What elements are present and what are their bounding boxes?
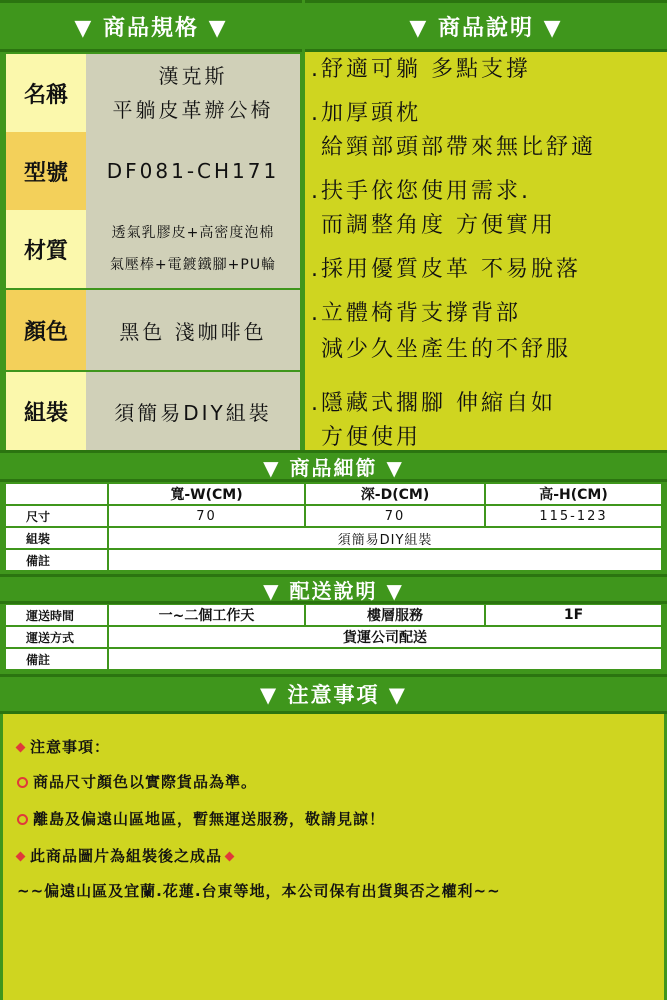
spec-model-text: DF081-CH171 (106, 159, 280, 183)
note-text: 商品尺寸顏色以實際貨品為準。 (33, 773, 258, 791)
detail-size-height: 115-123 (486, 506, 661, 526)
desc-line: .採用優質皮革 不易脫落 (311, 257, 581, 282)
detail-remark-value (109, 550, 661, 570)
detail-assembly-value: 須簡易DIY組裝 (109, 528, 661, 548)
diamond-icon (225, 852, 235, 862)
note-item (17, 771, 257, 792)
desc-line: 給頸部頭部帶來無比舒適 (321, 135, 597, 160)
diamond-icon (16, 852, 26, 862)
spec-model-value (86, 132, 300, 210)
desc-line: .隱藏式擱腳 伸縮自如 (311, 391, 556, 416)
shipping-floor-value: 1F (486, 605, 661, 625)
detail-header: ▼ 商品細節 ▼ (0, 450, 667, 482)
shipping-remark-value (109, 649, 661, 669)
shipping-time-label: 運送時間 (6, 605, 107, 625)
spec-color-value (86, 290, 300, 370)
spec-material-line1: 透氣乳膠皮+高密度泡棉 (111, 225, 275, 241)
diamond-icon (16, 743, 26, 753)
spec-name-line1: 漢克斯 (158, 64, 228, 88)
target-icon (17, 777, 28, 788)
note-text: 注意事項： (30, 738, 111, 756)
detail-assembly-label: 組裝 (6, 528, 107, 548)
desc-line: .加厚頭枕 (311, 101, 421, 126)
desc-line: .舒適可躺 多點支撐 (311, 57, 531, 82)
spec-color-label: 顏色 (6, 290, 86, 370)
description-block (305, 52, 667, 450)
desc-line: 方便使用 (321, 425, 422, 450)
desc-line: .立體椅背支撐背部 (311, 301, 521, 326)
spec-name-label: 名稱 (6, 54, 86, 132)
note-text: 離島及偏遠山區地區，暫無運送服務，敬請見諒！ (33, 810, 386, 828)
note-item (17, 736, 110, 757)
notes-header: ▼ 注意事項 ▼ (0, 674, 667, 714)
detail-size-depth: 70 (306, 506, 484, 526)
target-icon (17, 814, 28, 825)
spec-model-label: 型號 (6, 132, 86, 210)
detail-col-depth: 深-D(CM) (306, 484, 484, 504)
detail-col-width: 寬-W(CM) (109, 484, 304, 504)
shipping-method-value: 貨運公司配送 (109, 627, 661, 647)
shipping-method-label: 運送方式 (6, 627, 107, 647)
note-text: ~~偏遠山區及宜蘭.花蓮.台東等地，本公司保有出貨與否之權利~~ (17, 882, 501, 900)
notes-block (0, 714, 667, 1000)
note-item (17, 808, 385, 829)
shipping-floor-label: 樓層服務 (306, 605, 484, 625)
desc-line: 而調整角度 方便實用 (321, 213, 556, 238)
note-item (17, 845, 239, 866)
detail-col-height: 高-H(CM) (486, 484, 661, 504)
detail-corner-cell (6, 484, 107, 504)
spec-name-value (86, 54, 300, 132)
note-item (17, 880, 501, 901)
spec-assembly-text: 須簡易DIY組裝 (114, 400, 272, 425)
spec-assembly-label: 組裝 (6, 372, 86, 450)
spec-material-label: 材質 (6, 210, 86, 288)
description-header: ▼ 商品說明 ▼ (305, 0, 667, 52)
note-text: 此商品圖片為組裝後之成品 (30, 847, 223, 865)
shipping-remark-label: 備註 (6, 649, 107, 669)
spec-name-line2: 平躺皮革辦公椅 (112, 98, 274, 122)
spec-material-value (86, 210, 300, 288)
shipping-time-value: 一~二個工作天 (109, 605, 304, 625)
detail-size-label: 尺寸 (6, 506, 107, 526)
spec-color-text: 黑色 淺咖啡色 (119, 319, 267, 344)
desc-line: 減少久坐產生的不舒服 (321, 337, 572, 362)
shipping-header: ▼ 配送說明 ▼ (0, 574, 667, 604)
desc-line: .扶手依您使用需求. (311, 179, 531, 204)
spec-header: ▼ 商品規格 ▼ (0, 0, 302, 52)
spec-material-line2: 氣壓棒+電鍍鐵腳+PU輪 (109, 257, 277, 273)
spec-assembly-value (86, 372, 300, 450)
detail-size-width: 70 (109, 506, 304, 526)
detail-remark-label: 備註 (6, 550, 107, 570)
